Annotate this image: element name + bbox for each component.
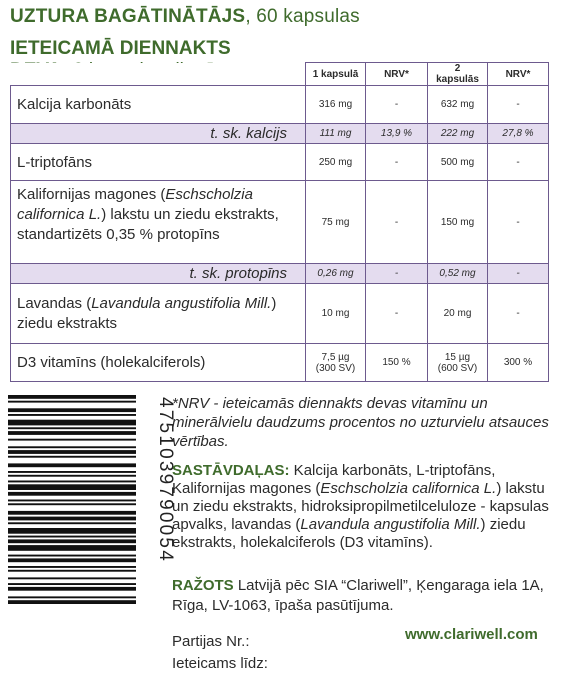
barcode-bar <box>8 420 136 426</box>
barcode-bar <box>8 439 136 441</box>
barcode-bars <box>8 395 136 604</box>
barcode-bar <box>8 583 136 585</box>
barcode-bar <box>8 528 136 534</box>
ingredients: SASTĀVDAĻAS: Kalcija karbonāts, L-triptofāns, Kalifornijas magones (Eschscholzia californica L.) lakstu un ziedu ekstrakts, hidroksipropilmetilceluloze - kapsulas apvalks, lavandas (Lavandula angustifolia Mill.) ziedu ekstrakts, holekalciferols (D3 vitamīns). <box>172 462 549 551</box>
table-row: t. sk. protopīns 0,26 mg - 0,52 mg - <box>11 264 549 284</box>
barcode-bar <box>8 577 136 579</box>
barcode-bar <box>8 536 136 538</box>
barcode-bar <box>8 431 136 435</box>
barcode-digits: 4751039790054 <box>155 397 176 563</box>
product-title: UZTURA BAGĀTINĀTĀJS, 60 kapsulas <box>10 6 360 27</box>
col-header-2-capsules: 2 kapsulās <box>428 63 488 86</box>
dose-heading: IETEICAMĀ DIENNAKTS <box>10 38 231 59</box>
barcode-bar <box>8 450 136 454</box>
barcode-bar <box>8 414 136 416</box>
table-row: L-triptofāns 250 mg - 500 mg - <box>11 144 549 181</box>
barcode-bar <box>8 511 136 515</box>
table-row: Lavandas (Lavandula angustifolia Mill.) ziedu ekstrakts 10 mg - 20 mg - <box>11 284 549 344</box>
barcode-bar <box>8 570 136 572</box>
barcode-bar <box>8 456 136 458</box>
col-header-nrv-2: NRV* <box>488 63 549 86</box>
table-row: Kalcija karbonāts 316 mg - 632 mg - <box>11 86 549 124</box>
barcode-bar <box>8 566 136 568</box>
batch-number-label: Partijas Nr.: <box>172 633 250 650</box>
barcode-bar <box>8 475 136 477</box>
barcode-bar <box>8 401 136 403</box>
barcode-bar <box>8 481 136 483</box>
barcode-bar <box>8 517 136 521</box>
barcode-bar <box>8 484 136 490</box>
barcode-bar <box>8 446 136 448</box>
barcode-bar <box>8 500 136 502</box>
barcode-bar <box>8 587 136 591</box>
barcode-bar <box>8 395 136 399</box>
table-header-row <box>11 63 549 86</box>
nrv-footnote: *NRV - ieteicamās diennakts devas vitamīnu un minerālvielu daudzums procentos no uzturvielu atsauces vērtības. <box>172 395 549 450</box>
barcode-bar <box>8 463 136 467</box>
col-header-1-capsule: 1 kapsulā <box>306 63 366 86</box>
best-before-label: Ieteicams līdz: <box>172 655 268 672</box>
col-header-nrv-1: NRV* <box>366 63 428 86</box>
nutrition-table <box>10 62 549 382</box>
table-row: t. sk. kalcijs 111 mg 13,9 % 222 mg 27,8 % <box>11 124 549 144</box>
barcode-bar <box>8 545 136 551</box>
table-row: Kalifornijas magones (Eschscholzia californica L.) lakstu un ziedu ekstrakts, standartizēts 0,35 % protopīns 75 mg - 150 mg - <box>11 181 549 264</box>
barcode-bar <box>8 555 136 557</box>
barcode-bar <box>8 471 136 473</box>
barcode-bar <box>8 558 136 562</box>
website-link[interactable]: www.clariwell.com <box>405 626 538 643</box>
table-row: D3 vitamīns (holekalciferols) 7,5 µg (300 SV) 150 % 15 µg (600 SV) 300 % <box>11 344 549 382</box>
barcode-bar <box>8 503 136 505</box>
barcode-bar <box>8 408 136 412</box>
batch-info <box>172 631 268 675</box>
barcode-bar <box>8 539 136 543</box>
barcode-bar <box>8 522 136 524</box>
manufacturer: RAŽOTS Latvijā pēc SIA “Clariwell”, Ķengaraga iela 1A, Rīga, LV-1063, īpaša pasūtījuma. <box>172 577 544 614</box>
barcode-bar <box>8 596 136 598</box>
barcode-bar <box>8 600 136 604</box>
barcode-bar <box>8 427 136 429</box>
ean-barcode <box>6 393 176 683</box>
barcode-bar <box>8 492 136 496</box>
